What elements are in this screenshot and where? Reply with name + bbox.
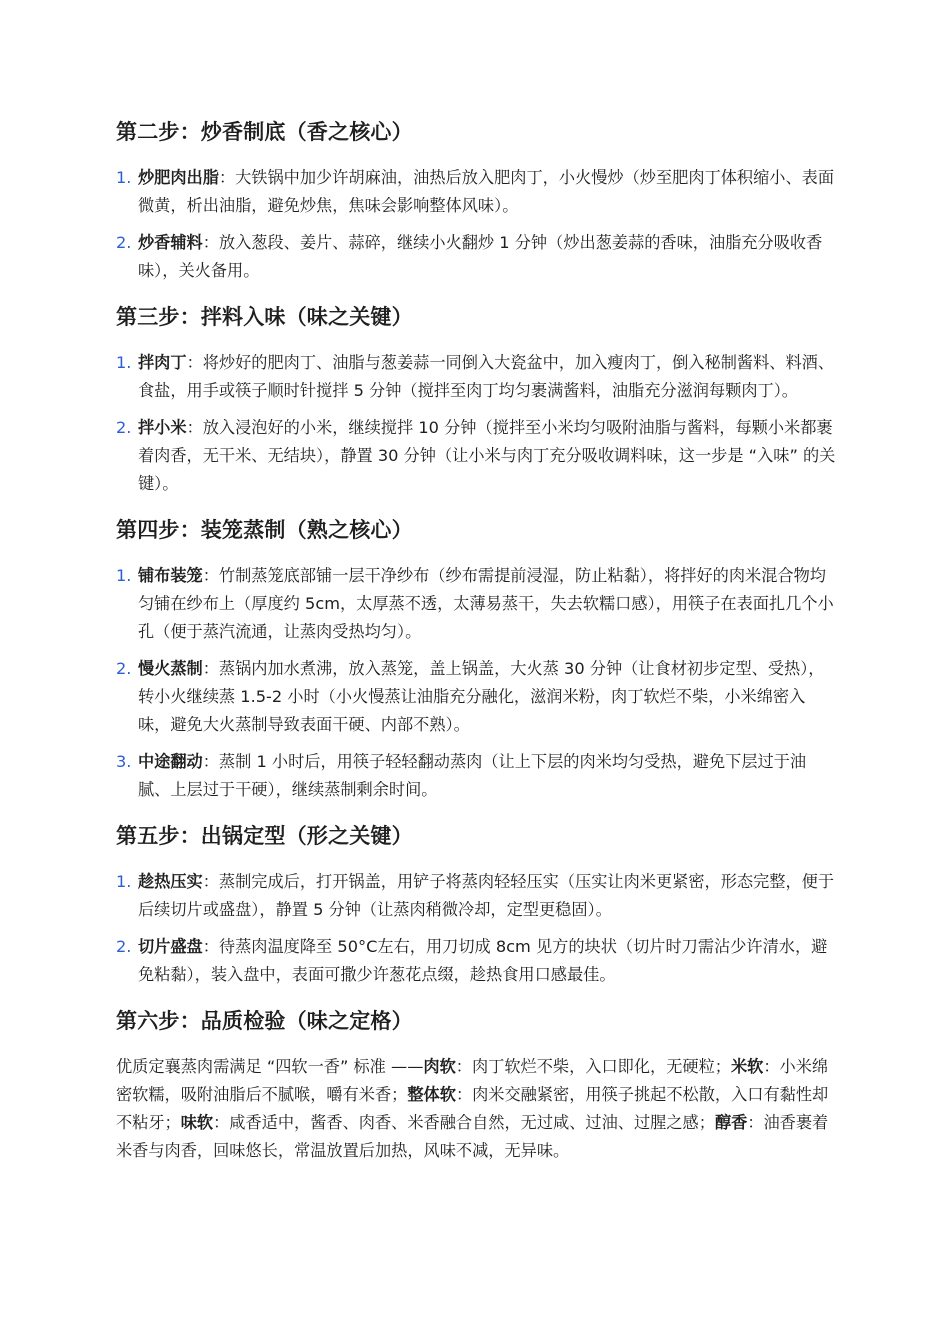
step3-list — [116, 349, 836, 498]
list-number: 1. — [116, 566, 132, 585]
list-number: 1. — [116, 168, 132, 187]
list-item-text: ：竹制蒸笼底部铺一层干净纱布（纱布需提前浸湿，防止粘黏），将拌好的肉米混合物均匀铺在纱布上（厚度约 5cm，太厚蒸不透，太薄易蒸干，失去软糯口感），用筷子在表面扎几个小孔（便于蒸汽流通，让蒸肉受热均匀）。 — [138, 566, 834, 641]
list-item-text: ：蒸锅内加水煮沸，放入蒸笼，盖上锅盖，大火蒸 30 分钟（让食材初步定型、受热），转小火继续蒸 1.5-2 小时（小火慢蒸让油脂充分融化，滋润米粉，肉丁软烂不柴，小米绵密入味，避免大火蒸制导致表面干硬、内部不熟）。 — [138, 659, 825, 734]
list-number: 2. — [116, 233, 132, 252]
summary-text: 优质定襄蒸肉需满足 “四软一香” 标准 —— — [116, 1057, 424, 1076]
step4-list — [116, 562, 836, 804]
list-item-term: 拌小米 — [138, 418, 187, 437]
list-item-text: ：放入浸泡好的小米，继续搅拌 10 分钟（搅拌至小米均匀吸附油脂与酱料，每颗小米都裹着肉香，无干米、无结块），静置 30 分钟（让小米与肉丁充分吸收调料味，这一步是 “入味” 的关键）。 — [138, 418, 836, 493]
step2-list — [116, 164, 836, 285]
list-item — [116, 349, 836, 405]
list-item-term: 铺布装笼 — [138, 566, 203, 585]
list-item-term: 切片盛盘 — [138, 937, 203, 956]
list-item — [116, 933, 836, 989]
section-title-step5: 第五步：出锅定型（形之关键） — [116, 824, 413, 848]
summary-text: ：肉米交融紧密，用筷子挑起不松散，入口有黏性却不粘牙； — [116, 1085, 829, 1132]
list-number: 1. — [116, 872, 132, 891]
list-item — [116, 164, 836, 220]
summary-keyword: 肉软 — [423, 1057, 456, 1076]
summary-text: ：咸香适中，酱香、肉香、米香融合自然，无过咸、过油、过腥之感； — [213, 1113, 715, 1132]
section-title-step4: 第四步：装笼蒸制（熟之核心） — [116, 518, 413, 542]
section-title-step2: 第二步：炒香制底（香之核心） — [116, 120, 413, 144]
summary-text: ：油香裹着米香与肉香，回味悠长，常温放置后加热，风味不减，无异味。 — [116, 1113, 829, 1160]
section-title-step3: 第三步：拌料入味（味之关键） — [116, 305, 413, 329]
summary-keyword: 米软 — [730, 1057, 764, 1076]
list-number: 2. — [116, 937, 132, 956]
step5-list — [116, 868, 836, 989]
quality-summary-paragraph — [116, 1053, 836, 1165]
list-item-term: 拌肉丁 — [138, 353, 187, 372]
summary-text: ：小米绵密软糯，吸附油脂后不腻喉，嚼有米香； — [116, 1057, 829, 1104]
list-item-term: 慢火蒸制 — [138, 659, 203, 678]
list-item-term: 趁热压实 — [138, 872, 203, 891]
list-number: 3. — [116, 752, 132, 771]
list-item — [116, 748, 836, 804]
list-item — [116, 655, 836, 739]
list-item — [116, 868, 836, 924]
list-item-text: ：蒸制完成后，打开锅盖，用铲子将蒸肉轻轻压实（压实让肉米更紧密，形态完整，便于后续切片或盛盘），静置 5 分钟（让蒸肉稍微冷却，定型更稳固）。 — [138, 872, 835, 919]
list-item-text: ：待蒸肉温度降至 50°C左右，用刀切成 8cm 见方的块状（切片时刀需沾少许清水，避免粘黏），装入盘中，表面可撒少许葱花点缀，趁热食用口感最佳。 — [138, 937, 828, 984]
list-number: 1. — [116, 353, 132, 372]
list-item-text: ：大铁锅中加少许胡麻油，油热后放入肥肉丁，小火慢炒（炒至肥肉丁体积缩小、表面微黄，析出油脂，避免炒焦，焦味会影响整体风味）。 — [138, 168, 835, 215]
section-title-step6: 第六步：品质检验（味之定格） — [116, 1009, 413, 1033]
list-number: 2. — [116, 659, 132, 678]
summary-keyword: 整体软 — [407, 1085, 456, 1104]
summary-keyword: 醇香 — [714, 1113, 748, 1132]
list-item — [116, 562, 836, 646]
list-item — [116, 229, 836, 285]
list-item-text: ：蒸制 1 小时后，用筷子轻轻翻动蒸肉（让上下层的肉米均匀受热，避免下层过于油腻、上层过于干硬），继续蒸制剩余时间。 — [138, 752, 807, 799]
list-item-term: 炒香辅料 — [138, 233, 203, 252]
summary-keyword: 味软 — [180, 1113, 214, 1132]
list-item-text: ：放入葱段、姜片、蒜碎，继续小火翻炒 1 分钟（炒出葱姜蒜的香味，油脂充分吸收香味），关火备用。 — [138, 233, 823, 280]
list-number: 2. — [116, 418, 132, 437]
list-item-term: 炒肥肉出脂 — [138, 168, 219, 187]
summary-text: ：肉丁软烂不柴，入口即化，无硬粒； — [455, 1057, 731, 1076]
list-item-text: ：将炒好的肥肉丁、油脂与葱姜蒜一同倒入大瓷盆中，加入瘦肉丁，倒入秘制酱料、料酒、食盐，用手或筷子顺时针搅拌 5 分钟（搅拌至肉丁均匀裹满酱料，油脂充分滋润每颗肉丁）。 — [138, 353, 835, 400]
list-item-term: 中途翻动 — [138, 752, 203, 771]
list-item — [116, 414, 836, 498]
